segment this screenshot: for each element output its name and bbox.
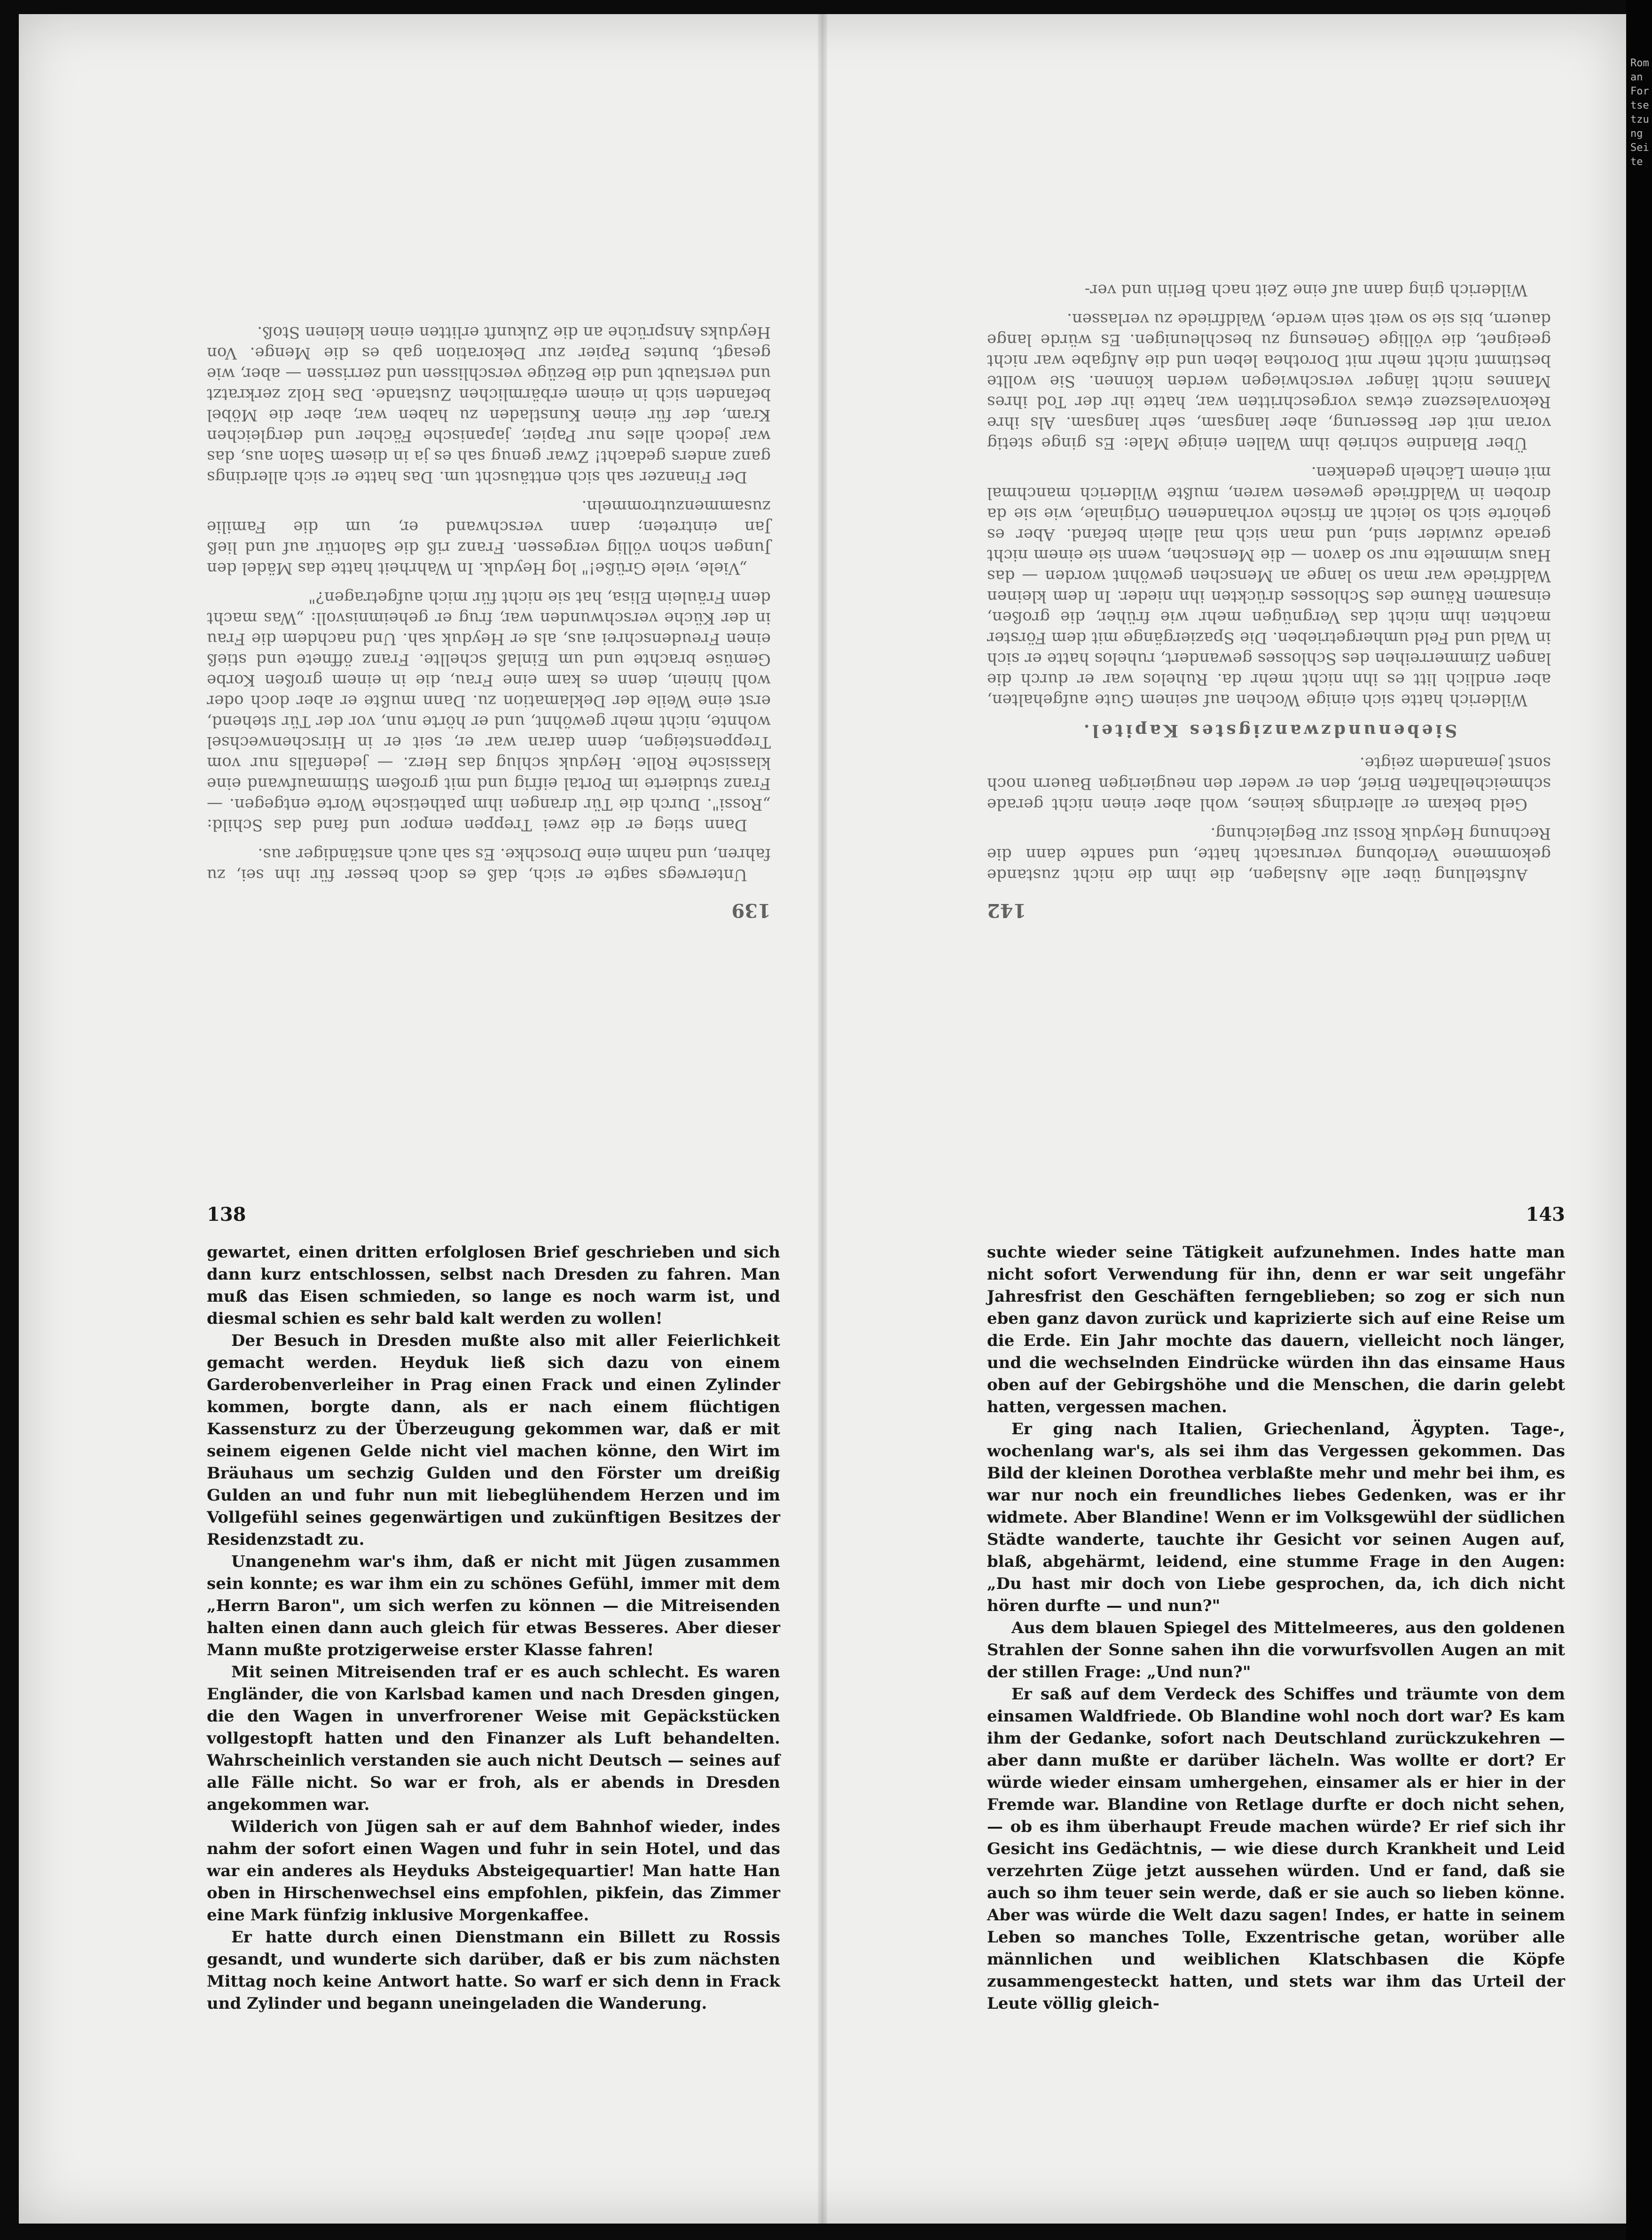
left-paragraph: Unangenehm war's ihm, daß er nicht mit Jügen zusammen sein konnte; es war ihm ein zu schönes Gefühl, immer mit dem „Herrn Baron", um sich werfen zu können — die Mitreisenden halten einen dann auch gleich für etwas Besseres. Aber dieser Mann mußte protzigerweise erster Klasse fahren!: [207, 1552, 780, 1659]
right-paragraph: Er ging nach Italien, Griechenland, Ägypten. Tage-, wochenlang war's, als sei ihm das Vergessen gekommen. Das Bild der kleinen Dorothea verblaßte mehr und mehr bei ihm, es war nur noch ein freundliches liebes Gedenken, was er ihr widmete. Aber Blandine! Wenn er im Volksgewühl der südlichen Städte wanderte, tauchte ihr Gesicht vor seinen Augen auf, blaß, abgehärmt, leidend, eine stumme Frage in den Augen: „Du hast mir doch von Liebe gesprochen, da, ich dich nicht hören durfte — und nun?": [987, 1420, 1565, 1615]
bleed-left-page-number: 139: [731, 899, 771, 921]
bleed-left-paragraph: Unterwegs sagte er sich, daß es doch besser für ihn sei, zu fahren, und nahm eine Droschke. Es sah auch anständiger aus.: [207, 845, 771, 884]
left-paragraph: Der Besuch in Dresden mußte also mit aller Feierlichkeit gemacht werden. Heyduk ließ sich dazu von einem Garderobenverleiher in Prag einen Frack und einen Zylinder kommen, borgte dann, als er nach einem flüchtigen Kassensturz zu der Überzeugung gekommen war, daß er mit seinem eigenen Gelde nicht viel machen könne, den Wirt im Bräuhaus um sechzig Gulden und den Förster um dreißig Gulden an und fuhr nun mit liebeglühendem Herzen und im Vollgefühl seines gegenwärtigen und zukünftigen Besitzes der Residenzstadt zu.: [207, 1331, 780, 1549]
left-page-number: 138: [207, 1203, 246, 1226]
left-paragraph: Wilderich von Jügen sah er auf dem Bahnhof wieder, indes nahm der sofort einen Wagen und fuhr in sein Hotel, und das war ein anderes als Heyduks Absteigequartier! Man hatte Han oben in Hirschenwechsel eins empfohlen, pikfein, das Zimmer eine Mark fünfzig inklusive Morgenkaffee.: [207, 1817, 780, 1925]
left-paragraph: Mit seinen Mitreisenden traf er es auch schlecht. Es waren Engländer, die von Karlsbad kamen und nach Dresden gingen, die den Wagen in unverfrorener Weise mit Gepäckstücken vollgestopft hatten und den Finanzer als Luft behandelten. Wahrscheinlich verstanden sie auch nicht Deutsch — seines auf alle Fälle nicht. So war er froh, als er abends in Dresden angekommen war.: [207, 1663, 780, 1814]
book-gutter: [818, 14, 827, 2224]
bleed-right-page-number: 142: [987, 899, 1026, 921]
bleed-right-paragraph: Aufstellung über alle Auslagen, die ihm die nicht zustande gekommene Verlobung verursacht hatte, und sandte dann die Rechnung Heyduk Rossi zur Begleichung.: [987, 824, 1551, 884]
left-paragraph: gewartet, einen dritten erfolglosen Brief geschrieben und sich dann kurz entschlossen, selbst nach Dresden zu fahren. Man muß das Eisen schmieden, so lange es noch warm ist, und diesmal schien es sehr bald kalt werden zu wollen!: [207, 1243, 780, 1328]
right-paragraph: Er saß auf dem Verdeck des Schiffes und träumte von dem einsamen Waldfriede. Ob Blandine wohl noch dort war? Es kam ihm der Gedanke, sofort nach Deutschland zurückzukehren — aber dann mußte er darüber lächeln. Was wollte er dort? Er würde wieder einsam umhergehen, einsamer als er hier in der Fremde war. Blandine von Retlage durfte er doch nicht sehen, — ob es ihm überhaupt Freude machen würde? Er rief sich ihr Gesicht ins Gedächtnis, — wie diese durch Krankheit und Leid verzehrten Züge jetzt aussehen würden. Und er fand, daß sie auch so ihm teuer sein werde, daß er sie auch so lieben könne. Aber was würde die Welt dazu sagen! Indes, er hatte in seinem Leben so manches Tolle, Exzentrische getan, worüber alle männlichen und weiblichen Klatschbasen die Köpfe zusammengesteckt hatten, und stets war ihm das Urteil der Leute völlig gleich-: [987, 1685, 1565, 2013]
bleed-right-paragraph: Wilderich ging dann auf eine Zeit nach Berlin und ver-: [1084, 281, 1527, 299]
left-page-text: [207, 1203, 780, 2191]
scan-edge-strip: [1626, 0, 1652, 2240]
bleed-chapter-heading: Siebenundzwanzigstes Kapitel.: [1080, 721, 1457, 740]
edge-strip-text: Roman Fortsetzung Seite: [1630, 57, 1649, 168]
right-page-text: [987, 1203, 1565, 2191]
right-paragraph: Aus dem blauen Spiegel des Mittelmeeres, aus den goldenen Strahlen der Sonne sahen ihn die vorwurfsvollen Augen an mit der stillen Frage: „Und nun?": [987, 1619, 1565, 1682]
bleed-left-paragraph: „Viele, viele Grüße!" log Heyduk. In Wahrheit hatte das Mädel den Jungen schon völlig vergessen. Franz riß die Salontür auf und ließ Jan eintreten; dann verschwand er, um die Familie zusammenzutrommeln.: [207, 497, 771, 578]
left-paragraph: Er hatte durch einen Dienstmann ein Billett zu Rossis gesandt, und wunderte sich darüber, daß er bis zum nächsten Mittag noch keine Antwort hatte. So warf er sich denn in Frack und Zylinder und begann uneingeladen die Wanderung.: [207, 1928, 780, 2013]
right-paragraph: suchte wieder seine Tätigkeit aufzunehmen. Indes hatte man nicht sofort Verwendung für ihn, denn er war seit ungefähr Jahresfrist den Geschäften ferngeblieben; so zog er sich nun eben ganz davon zurück und kaprizierte sich auf eine Reise um die Erde. Ein Jahr mochte das dauern, vielleicht noch länger, und die wechselnden Eindrücke würden ihn das einsame Haus oben auf der Gebirgshöhe und die Menschen, die darin gelebt hatten, vergessen machen.: [987, 1243, 1565, 1416]
bleed-left-paragraph: Dann stieg er die zwei Treppen empor und fand das Schild: „Rossi". Durch die Tür drangen ihm pathetische Worte entgegen. — Franz studierte im Portal eifrig und mit großem Stimmaufwand eine klassische Rolle. Heyduk schlug das Herz. — jedenfalls nur vom Treppensteigen, denn daran war er, seit er in Hirschenwechsel wohnte, nicht mehr gewöhnt, und er hörte nun, vor der Tür stehend, erst eine Weile der Deklamation zu. Dann mußte er aber doch oder wohl hinein, denn es kam eine Frau, die in einem großen Korbe Gemüse brachte und um Einlaß schellte. Franz öffnete und stieß einen Freudenschrei aus, als er Heyduk sah. Und nachdem die Frau in der Küche verschwunden war, frug er geheimnisvoll: „Was macht denn Fräulein Elisa, hat sie nicht für mich aufgetragen?": [207, 588, 771, 834]
bleed-through-left-page: [207, 122, 771, 921]
bleed-right-paragraph: Wilderich hatte sich einige Wochen auf seinem Gute aufgehalten, aber endlich litt es ihn nicht mehr da. Ruhelos war er durch die langen Zimmerreihen des Schlosses gewandert, ruhelos hatte er sich in Wald und Feld umhergetrieben. Die Spaziergänge mit dem Förster machten ihm nicht das Vergnügen mehr wie früher, die großen, einsamen Räume des Schlosses drückten ihn nieder. In dem kleinen Waldfriede war man so lange an Menschen gewöhnt worden — das Haus wimmelte nur so davon — die Menschen, wenn sie einem nicht gerade zuwider sind, und man sich mal allein befand. Aber es gehörte sich so leicht an frische vorhandenen Originale, wie sie da droben in Waldfriede gewesen waren, mußte Wilderich manchmal mit einem Lächeln gedenken.: [987, 463, 1551, 709]
bleed-right-paragraph: Geld bekam er allerdings keines, wohl aber einen nicht gerade schmeichelhaften Brief, den er weder den neugierigen Bauern noch sonst jemandem zeigte.: [987, 754, 1551, 814]
bleed-through-right-page: [987, 122, 1551, 921]
bleed-left-paragraph: Der Finanzer sah sich enttäuscht um. Das hatte er sich allerdings ganz anders gedacht! Zwar genug sah es ja in diesem Salon aus, das war jedoch alles nur Papier, japanische Fächer und dergleichen Kram, der für einen Kunstladen zu haben war, aber die Möbel befanden sich in einem erbärmlichen Zustande. Das Holz zerkratzt und verstaubt und die Bezüge verschlissen und zerrissen — aber, wie gesagt, buntes Papier zur Dekoration gab es die Menge. Von Heyduks Ansprüche an die Zukunft erlitten einen kleinen Stoß.: [207, 323, 771, 487]
right-page-number: 143: [1526, 1203, 1565, 1226]
bleed-right-paragraph: Über Blandine schrieb ihm Wallen einige Male: Es ginge stetig voran mit der Besserung, aber langsam, sehr langsam. Als ihre Rekonvaleszenz etwas vorgeschritten war, hatte ihr der Tod ihres Mannes nicht länger verschwiegen werden können. Sie wollte bestimmt nicht mehr mit Dorothea leben und die Aufgabe war nicht geeignet, die völlige Genesung zu beschleunigen. Es würde lange dauern, bis sie so weit sein werde, Waldfriede zu verlassen.: [987, 310, 1551, 453]
book-spread: [19, 14, 1626, 2224]
